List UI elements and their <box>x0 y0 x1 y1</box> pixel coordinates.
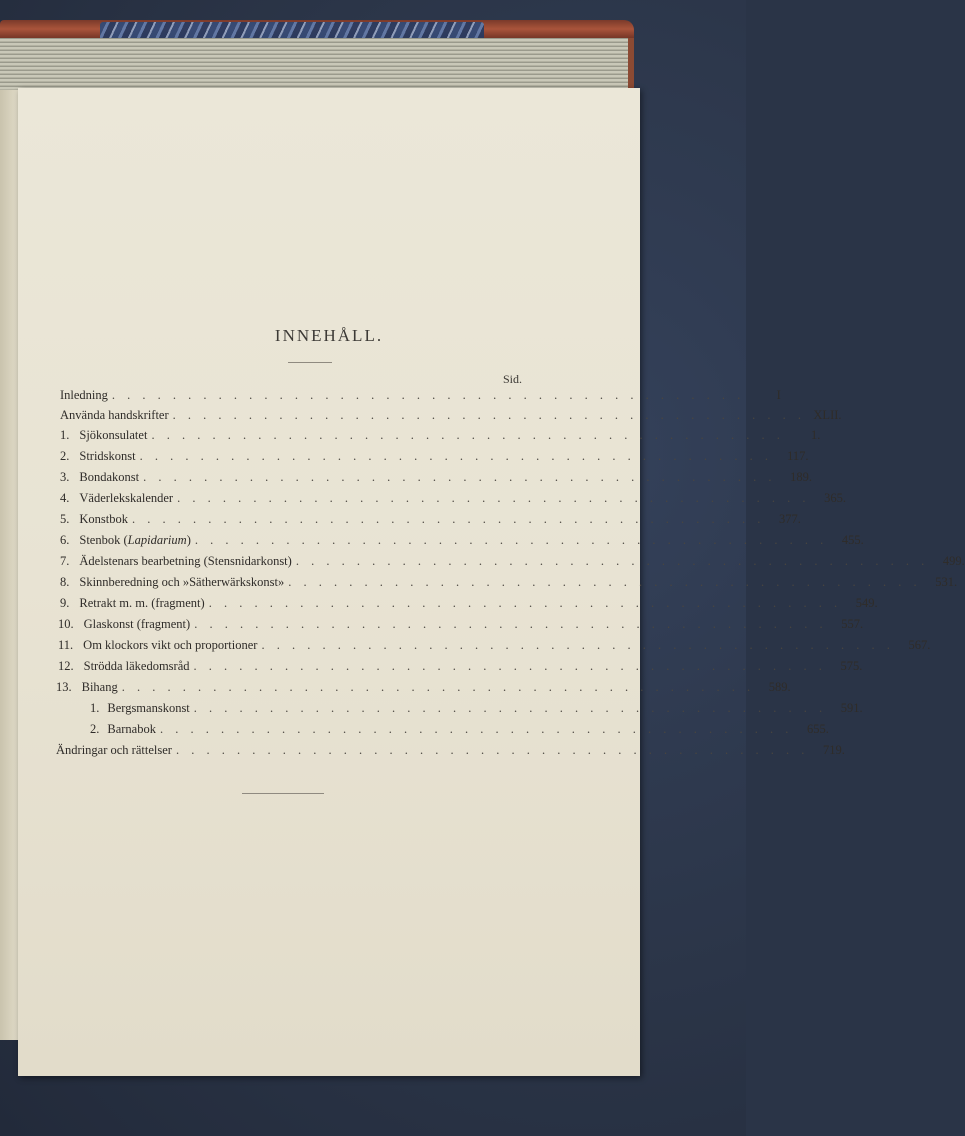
toc-subentry[interactable] <box>90 722 829 740</box>
toc-entry-page: 589. <box>768 680 791 694</box>
toc-entry-title: Stridskonst <box>79 449 136 463</box>
toc-entry-title: Skinnberedning och »Sätherwärkskonst» <box>79 575 285 589</box>
toc-entry-title: Sjökonsulatet <box>79 428 148 442</box>
toc-entry[interactable] <box>58 638 931 656</box>
toc-entry-number: 7. <box>60 554 70 568</box>
toc-entry-title: Retrakt m. m. (fragment) <box>79 596 205 610</box>
toc-entry-number: 11. <box>58 638 74 652</box>
toc-leader-dots: . . . . . . . . . . . . . . . . . . . . . . . . . . . . . . . . . . . . . . . . . . <box>261 638 895 652</box>
toc-entry-number: 12. <box>58 659 74 673</box>
toc-entry-number: 1. <box>60 428 70 442</box>
toc-subentry[interactable] <box>90 701 863 719</box>
toc-leader-dots: . . . . . . . . . . . . . . . . . . . . . . . . . . . . . . . . . . . . . . . . . . <box>121 680 755 694</box>
toc-entry-title-end: ) <box>186 533 191 547</box>
toc-leader-dots: . . . . . . . . . . . . . . . . . . . . . . . . . . . . . . . . . . . . . . . . . . <box>193 659 827 673</box>
toc-entry-number: 13. <box>56 680 72 694</box>
toc-entry-page: 377. <box>779 512 801 526</box>
toc-entry[interactable] <box>60 533 864 551</box>
toc-leader-dots: . . . . . . . . . . . . . . . . . . . . . . . . . . . . . . . . . . . . . . . . . . <box>177 491 810 505</box>
end-divider <box>242 793 324 794</box>
toc-entry-title: Ädelstenars bearbetning (Stensnidarkonst) <box>79 554 292 568</box>
toc-entry-page: 655. <box>806 722 829 736</box>
toc-leader-dots: . . . . . . . . . . . . . . . . . . . . . . . . . . . . . . . . . . . . . . . . . . <box>143 470 776 484</box>
toc-entry-page: 719. <box>822 743 845 757</box>
toc-entry-title: Strödda läkedomsråd <box>83 659 190 673</box>
toc-entry-title: Bihang <box>81 680 118 694</box>
toc-leader-dots: . . . . . . . . . . . . . . . . . . . . . . . . . . . . . . . . . . . . . . . . . . <box>295 554 929 568</box>
toc-leader-dots: . . . . . . . . . . . . . . . . . . . . . . . . . . . . . . . . . . . . . . . . . . <box>194 617 828 631</box>
toc-entry-number: 5. <box>60 512 70 526</box>
toc-entry-page: 499. <box>942 554 965 568</box>
toc-entry-title: Ändringar och rättelser <box>56 743 172 757</box>
toc-leader-dots: . . . . . . . . . . . . . . . . . . . . . . . . . . . . . . . . . . . . . . . . . . <box>194 533 828 547</box>
toc-entry[interactable] <box>60 491 846 509</box>
toc-entry-number: 2. <box>60 449 70 463</box>
toc-entry-title: Om klockors vikt och proportioner <box>83 638 258 652</box>
toc-entry[interactable] <box>56 680 791 698</box>
toc-leader-dots: . . . . . . . . . . . . . . . . . . . . . . . . . . . . . . . . . . . . . . . . . . <box>175 743 809 757</box>
toc-entry-title: Inledning <box>60 388 108 402</box>
page-title: INNEHÅLL. <box>274 326 384 345</box>
toc-entry[interactable] <box>60 470 812 488</box>
toc-entry-page: 531. <box>935 575 958 589</box>
toc-entry-page: 117. <box>787 449 809 463</box>
toc-leader-dots: . . . . . . . . . . . . . . . . . . . . . . . . . . . . . . . . . . . . . . . . . . <box>288 575 922 589</box>
toc-entry-title: Använda handskrifter <box>60 408 169 422</box>
toc-entry-page: 591. <box>840 701 863 715</box>
toc-entry-page: 567. <box>908 638 931 652</box>
toc-entry-title: Bergsmanskonst <box>107 701 190 715</box>
toc-entry-page: 189. <box>790 470 812 484</box>
toc-entry-title-latin: Lapidarium <box>127 533 187 547</box>
toc-leader-dots: . . . . . . . . . . . . . . . . . . . . . . . . . . . . . . . . . . . . . . . . . . <box>208 596 842 610</box>
toc-entry[interactable] <box>58 659 863 677</box>
toc-entry-number: 10. <box>58 617 74 631</box>
title-divider <box>288 362 332 363</box>
toc-entry-page: 557. <box>841 617 864 631</box>
toc-entry-page: 549. <box>855 596 878 610</box>
toc-entry-number: 6. <box>60 533 70 547</box>
toc-leader-dots: . . . . . . . . . . . . . . . . . . . . . . . . . . . . . . . . . . . . . . . . . . <box>159 722 793 736</box>
toc-entry-title: Stenbok ( <box>79 533 128 547</box>
toc-entry-page: 455. <box>841 533 864 547</box>
toc-entry[interactable] <box>60 408 842 426</box>
toc-entry-page: 575. <box>840 659 863 673</box>
toc-entry[interactable] <box>58 617 864 635</box>
toc-entry-number: 3. <box>60 470 70 484</box>
toc-entry-page: XLII. <box>813 408 842 422</box>
toc-leader-dots: . . . . . . . . . . . . . . . . . . . . . . . . . . . . . . . . . . . . . . . . . . <box>172 408 806 422</box>
toc-entry-number: 2. <box>90 722 100 736</box>
toc-entry[interactable] <box>60 512 801 530</box>
toc-entry-number: 8. <box>60 575 70 589</box>
toc-entry-number: 9. <box>60 596 70 610</box>
toc-entry[interactable] <box>56 743 845 761</box>
page-column-label: Sid. <box>502 372 522 386</box>
toc-entry[interactable] <box>60 388 781 406</box>
toc-leader-dots: . . . . . . . . . . . . . . . . . . . . . . . . . . . . . . . . . . . . . . . . . . <box>111 388 745 402</box>
toc-entry-number: 1. <box>90 701 100 715</box>
toc-entry-page: I <box>776 388 781 402</box>
toc-entry-title: Barnabok <box>107 722 156 736</box>
toc-entry-title: Glaskonst (fragment) <box>83 617 191 631</box>
toc-entry[interactable] <box>60 449 809 467</box>
toc-leader-dots: . . . . . . . . . . . . . . . . . . . . . . . . . . . . . . . . . . . . . . . . . . <box>193 701 827 715</box>
toc-entry[interactable] <box>60 575 958 593</box>
toc-entry[interactable] <box>60 596 878 614</box>
toc-leader-dots: . . . . . . . . . . . . . . . . . . . . . . . . . . . . . . . . . . . . . . . . . . <box>139 449 773 463</box>
toc-leader-dots: . . . . . . . . . . . . . . . . . . . . . . . . . . . . . . . . . . . . . . . . . . <box>132 512 765 526</box>
toc-entry-number: 4. <box>60 491 70 505</box>
toc-entry-title: Väderlekskalender <box>79 491 174 505</box>
toc-entry-page: 365. <box>824 491 846 505</box>
toc-leader-dots: . . . . . . . . . . . . . . . . . . . . . . . . . . . . . . . . . . . . . . . . . . <box>151 428 785 442</box>
book-page <box>18 88 965 1076</box>
toc-entry[interactable] <box>60 428 821 446</box>
toc-entry-page: 1. <box>810 428 821 442</box>
toc-entry[interactable] <box>60 554 965 572</box>
toc-entry-title: Bondakonst <box>79 470 140 484</box>
toc-entry-title: Konstbok <box>79 512 128 526</box>
